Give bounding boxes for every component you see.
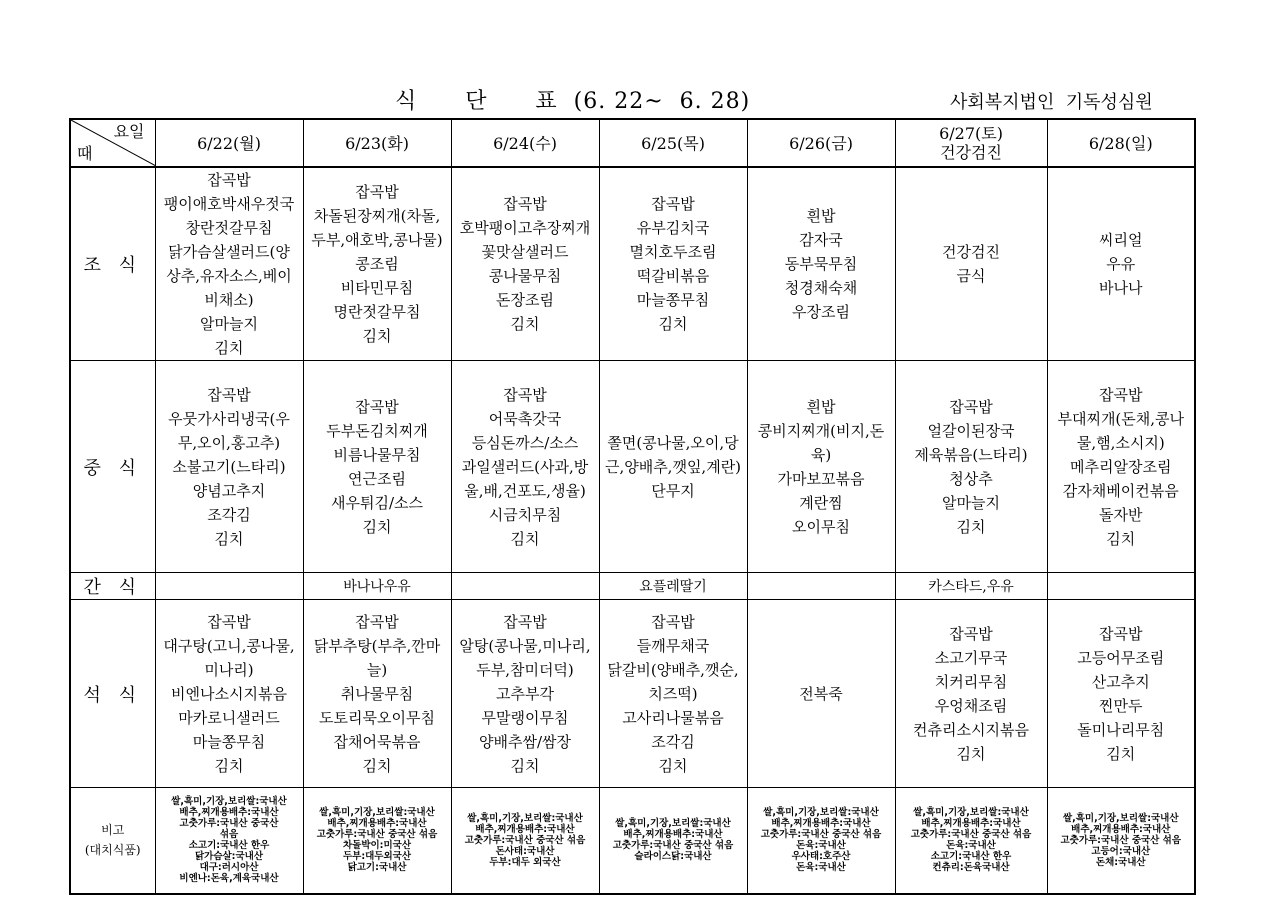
menu-item: 고춧가루:국내산 중국산 섞음 [760, 829, 882, 841]
menu-cell [599, 167, 747, 361]
menu-item: 쫄면(콩나물,오이,당 [607, 433, 739, 452]
menu-item: 메추리알장조림 [1070, 457, 1172, 476]
day-header: 6/23(화) [303, 119, 451, 167]
menu-item: 고춧가루:국내산 중국산 섞음 [910, 829, 1032, 841]
menu-item: 쌀,흑미,기장,보리쌀:국내산 [615, 818, 731, 830]
menu-item: 고춧가루:국내산 중국산 섞음 [1060, 834, 1182, 846]
menu-item: 늘) [366, 660, 388, 679]
menu-cell [895, 167, 1047, 361]
day-header: 6/25(목) [599, 119, 747, 167]
menu-item: 돈육:국내산 [796, 862, 846, 874]
menu-cell [747, 167, 895, 361]
menu-item: 김치 [214, 529, 244, 548]
menu-item: 대구탕(고니,콩나물, [163, 636, 295, 655]
menu-item: 떡갈비볶음 [636, 267, 710, 285]
menu-item: 돈장조림 [496, 291, 554, 309]
menu-item: 소고기무국 [934, 648, 1008, 667]
menu-item: 돌미나리무침 [1077, 720, 1165, 739]
menu-item: 부대찌개(돈채,콩나 [1057, 409, 1185, 428]
row-label-lunch: 중 식 [70, 361, 155, 573]
menu-item: 전복죽 [799, 684, 843, 703]
menu-item: 우장조림 [792, 303, 850, 321]
menu-item: 청상추 [949, 469, 993, 488]
menu-item: 배추,찌개용배추:국내산 [179, 807, 279, 819]
menu-item: 배추,찌개용배추:국내산 [327, 818, 427, 830]
snack-row [70, 573, 1195, 600]
menu-item: 오이무침 [792, 517, 850, 536]
menu-item: 고추부각 [496, 684, 554, 703]
menu-item: 콩비지찌개(비지,돈 [757, 421, 885, 440]
menu-item: 감자채베이컨볶음 [1062, 481, 1179, 500]
menu-item: 호박팽이고추장찌개 [459, 219, 591, 237]
menu-item: 상추,유자소스,베이 [166, 267, 292, 285]
snack-cell: 요플레딸기 [599, 573, 747, 600]
menu-item: 등심돈까스/소스 [471, 433, 579, 452]
menu-item: 꽃맛살샐러드 [481, 243, 569, 261]
menu-item: 우엉채조림 [934, 696, 1008, 715]
menu-item: 닭가슴살샐러드(양 [168, 243, 290, 261]
menu-item: 창란젓갈무침 [185, 219, 273, 237]
dinner-row [70, 600, 1195, 788]
page-title: 식 단 표 (6. 22~ 6. 28) [395, 89, 751, 114]
menu-item: 잡곡밥 [503, 195, 547, 213]
menu-item: 양념고추지 [192, 481, 266, 500]
menu-item: 컨츄리:돈육국내산 [932, 862, 1010, 874]
menu-item: 닭가슴살:국내산 [194, 851, 264, 863]
menu-cell [895, 361, 1047, 573]
row-label-breakfast: 조 식 [70, 167, 155, 361]
menu-item: 두부,참미더덕) [476, 660, 574, 679]
origin-note-cell [155, 788, 303, 894]
menu-item: 울,배,건포도,생율) [464, 481, 586, 500]
menu-item: 마늘쫑무침 [192, 732, 266, 751]
menu-item: 우뭇가사리냉국(우 [168, 409, 290, 428]
menu-item: 김치 [658, 315, 688, 333]
menu-item: 감자국 [799, 231, 843, 249]
menu-cell [1047, 600, 1195, 788]
menu-cell [599, 600, 747, 788]
menu-cell [747, 600, 895, 788]
menu-item: 잡곡밥 [503, 612, 547, 631]
menu-item: 김치 [510, 315, 540, 333]
menu-item: 고춧가루:국내산 중국산 섞음 [612, 840, 734, 852]
menu-item: 흰밥 [806, 207, 836, 225]
menu-item: 계란찜 [799, 493, 843, 512]
organization-name: 사회복지법인 기독성심원 [950, 92, 1153, 113]
menu-item: 쌀,흑미,기장,보리쌀:국내산 [171, 796, 287, 808]
menu-item: 비타민무침 [340, 279, 414, 297]
day-header-note: 건강검진 [940, 143, 1002, 162]
menu-item: 소불고기(느타리) [172, 457, 286, 476]
menu-item: 무말랭이무침 [481, 708, 569, 727]
snack-cell [1047, 573, 1195, 600]
menu-item: 물,햄,소시지) [1076, 433, 1165, 452]
menu-item: 김치 [214, 339, 244, 357]
header-row [70, 119, 1195, 167]
snack-cell [155, 573, 303, 600]
menu-cell [599, 361, 747, 573]
menu-item: 돈사태:국내산 [495, 845, 555, 857]
menu-item: 멸치호두조림 [629, 243, 717, 261]
lunch-row [70, 361, 1195, 573]
menu-item: 명란젓갈무침 [333, 303, 421, 321]
day-header: 6/27(토) 건강검진 [895, 119, 1047, 167]
menu-item: 돈채:국내산 [1095, 856, 1146, 868]
snack-cell [451, 573, 599, 600]
menu-item: 제육볶음(느타리) [914, 445, 1028, 464]
menu-item: 배추,찌개용배추:국내산 [921, 818, 1021, 830]
corner-day-label: 요일 [113, 122, 145, 141]
menu-item: 잡곡밥 [651, 612, 695, 631]
menu-item: 두부돈김치찌개 [326, 421, 428, 440]
menu-item: 찐만두 [1099, 696, 1143, 715]
menu-item: 대구:러시아산 [199, 862, 259, 874]
menu-cell [1047, 361, 1195, 573]
menu-item: 동부묵무침 [784, 255, 858, 273]
menu-item: 알탕(콩나물,미나리, [459, 636, 591, 655]
menu-item: 소고기:국내산 한우 [930, 851, 1012, 863]
menu-item: 김치 [362, 517, 392, 536]
menu-item: 잡곡밥 [949, 624, 993, 643]
menu-item: 비채소) [204, 291, 254, 309]
menu-cell [303, 361, 451, 573]
menu-item: 치즈떡) [648, 684, 698, 703]
menu-item: 고춧가루:국내산 중국산 섞음 [316, 829, 438, 841]
menu-item: 양배추쌈/쌈장 [479, 732, 571, 751]
menu-item: 육) [810, 445, 832, 464]
menu-item: 잡곡밥 [1099, 385, 1143, 404]
snack-cell: 바나나우유 [303, 573, 451, 600]
menu-item: 쌀,흑미,기장,보리쌀:국내산 [1062, 812, 1179, 824]
menu-item: 배추,찌개용배추:국내산 [771, 818, 871, 830]
menu-item: 김치 [956, 744, 986, 763]
day-header: 6/24(수) [451, 119, 599, 167]
menu-item: 김치 [510, 529, 540, 548]
menu-item: 과일샐러드(사과,방 [461, 457, 589, 476]
menu-item: 조각김 [651, 732, 695, 751]
menu-item: 알마늘지 [200, 315, 258, 333]
menu-item: 김치 [956, 517, 986, 536]
row-label-notes [70, 788, 155, 894]
menu-item: 컨츄리소시지볶음 [913, 720, 1029, 739]
row-label-dinner: 석 식 [70, 600, 155, 788]
menu-item: 어묵촉갓국 [488, 409, 562, 428]
origin-note-cell [451, 788, 599, 894]
menu-item: 김치 [214, 756, 244, 775]
menu-item: 차돌박이:미국산 [342, 840, 412, 852]
menu-item: 배추,찌개용배추:국내산 [475, 823, 575, 835]
menu-item: 근,양배추,깻잎,계란) [604, 457, 742, 476]
origin-note-cell [1047, 788, 1195, 894]
menu-item: 김치 [1106, 744, 1136, 763]
day-header: 6/28(일) [1047, 119, 1195, 167]
menu-item: 비엔나:돈육,계육국내산 [179, 873, 279, 885]
menu-item: 잡곡밥 [1099, 624, 1143, 643]
menu-cell [303, 600, 451, 788]
menu-cell [155, 167, 303, 361]
menu-item: 잡곡밥 [207, 612, 251, 631]
menu-item: 김치 [362, 327, 392, 345]
menu-item: 우사태:호주산 [791, 851, 851, 863]
menu-item: 단무지 [651, 481, 695, 500]
breakfast-row [70, 167, 1195, 361]
menu-item: 닭고기:국내산 [347, 862, 407, 874]
menu-item: 고춧가루:국내산 중국산 [179, 818, 279, 830]
menu-item: 치커리무침 [934, 672, 1008, 691]
menu-item: 돈육:국내산 [946, 840, 996, 852]
corner-cell [70, 119, 155, 167]
menu-item: 잡곡밥 [207, 385, 251, 404]
menu-item: 청경채숙채 [784, 279, 858, 297]
menu-item: 바나나 [1099, 279, 1143, 297]
menu-item: 잡곡밥 [949, 397, 993, 416]
menu-item: 산고추지 [1091, 672, 1150, 691]
menu-item: 건강검진 [942, 243, 1000, 261]
menu-item: 취나물무침 [340, 684, 414, 703]
menu-item: 얼갈이된장국 [927, 421, 1015, 440]
day-header: 6/22(월) [155, 119, 303, 167]
menu-item: 닭갈비(양배추,깻순, [607, 660, 739, 679]
origin-note-cell [303, 788, 451, 894]
menu-item: 닭부추탕(부추,깐마 [313, 636, 441, 655]
menu-cell [303, 167, 451, 361]
menu-item: 김치 [362, 756, 392, 775]
menu-table [69, 118, 1196, 895]
menu-item: 두부:대두외국산 [342, 851, 412, 863]
snack-cell [747, 573, 895, 600]
menu-item: 유부김치국 [636, 219, 710, 237]
menu-cell [1047, 167, 1195, 361]
menu-item: 금식 [956, 267, 986, 285]
menu-item: 잡곡밥 [503, 385, 547, 404]
menu-item: 고등어:국내산 [1091, 845, 1151, 857]
menu-cell [747, 361, 895, 573]
menu-item: 들깨무채국 [636, 636, 710, 655]
origin-note-cell [895, 788, 1047, 894]
menu-item: 잡곡밥 [651, 195, 695, 213]
menu-item: 흰밥 [806, 397, 836, 416]
menu-item: 가마보꼬볶음 [777, 469, 865, 488]
origin-note-cell [599, 788, 747, 894]
corner-meal-label: 때 [77, 144, 93, 163]
menu-item: 쌀,흑미,기장,보리쌀:국내산 [763, 807, 879, 819]
menu-item: 고사리나물볶음 [622, 708, 724, 727]
menu-item: 배추,찌개용배추:국내산 [623, 829, 723, 841]
menu-cell [451, 167, 599, 361]
menu-item: 돈육:국내산 [796, 840, 846, 852]
menu-item: 비고 [101, 823, 125, 838]
menu-item: 비엔나소시지볶음 [171, 684, 287, 703]
menu-item: 섞음 [219, 829, 239, 841]
menu-item: 두부,애호박,콩나물) [311, 231, 443, 249]
menu-item: 잡곡밥 [207, 171, 251, 189]
menu-item: 잡곡밥 [355, 397, 399, 416]
menu-item: 고춧가루:국내산 중국산 섞음 [464, 834, 586, 846]
menu-item: 마카로니샐러드 [178, 708, 280, 727]
row-label-snack: 간 식 [70, 573, 155, 600]
menu-item: 콩나물무침 [488, 267, 562, 285]
menu-item: 팽이애호박새우젓국 [163, 195, 295, 213]
menu-item: 돌자반 [1099, 505, 1143, 524]
menu-item: 미나리) [204, 660, 254, 679]
menu-item: 도토리묵오이무침 [319, 708, 435, 727]
menu-item: 비름나물무침 [333, 445, 421, 464]
menu-item: 고등어무조림 [1077, 648, 1165, 667]
menu-cell [451, 600, 599, 788]
menu-item: 배추,찌개용배추:국내산 [1071, 823, 1171, 835]
menu-cell [895, 600, 1047, 788]
menu-item: 소고기:국내산 한우 [188, 840, 270, 852]
menu-item: 김치 [510, 756, 540, 775]
menu-item: 마늘쫑무침 [636, 291, 710, 309]
menu-cell [451, 361, 599, 573]
menu-item: 김치 [658, 756, 688, 775]
menu-item: 우유 [1106, 255, 1136, 273]
menu-item: 연근조림 [348, 469, 406, 488]
notes-row [70, 788, 1195, 894]
menu-item: 잡곡밥 [355, 183, 399, 201]
menu-item: 쌀,흑미,기장,보리쌀:국내산 [467, 812, 583, 824]
menu-item: 시금치무침 [488, 505, 562, 524]
menu-item: 쌀,흑미,기장,보리쌀:국내산 [319, 807, 435, 819]
snack-cell: 카스타드,우유 [895, 573, 1047, 600]
menu-item: 김치 [1106, 529, 1136, 548]
menu-item: 잡채어묵볶음 [333, 732, 421, 751]
day-header: 6/26(금) [747, 119, 895, 167]
menu-item: 슬라이스닭:국내산 [634, 851, 712, 863]
menu-item: 알마늘지 [942, 493, 1000, 512]
menu-cell [155, 600, 303, 788]
origin-note-cell [747, 788, 895, 894]
menu-item: 콩조림 [355, 255, 399, 273]
menu-item: 조각김 [207, 505, 251, 524]
menu-item: 씨리얼 [1099, 231, 1143, 249]
menu-cell [155, 361, 303, 573]
menu-item: 잡곡밥 [355, 612, 399, 631]
menu-item: 차돌된장찌개(차돌, [313, 207, 441, 225]
menu-item: 새우튀김/소스 [331, 493, 423, 512]
menu-item: 두부:대두 외국산 [489, 856, 561, 868]
menu-item: (대치식품) [84, 843, 141, 858]
menu-item: 쌀,흑미,기장,보리쌀:국내산 [913, 807, 1029, 819]
menu-item: 무,오이,홍고추) [177, 433, 281, 452]
